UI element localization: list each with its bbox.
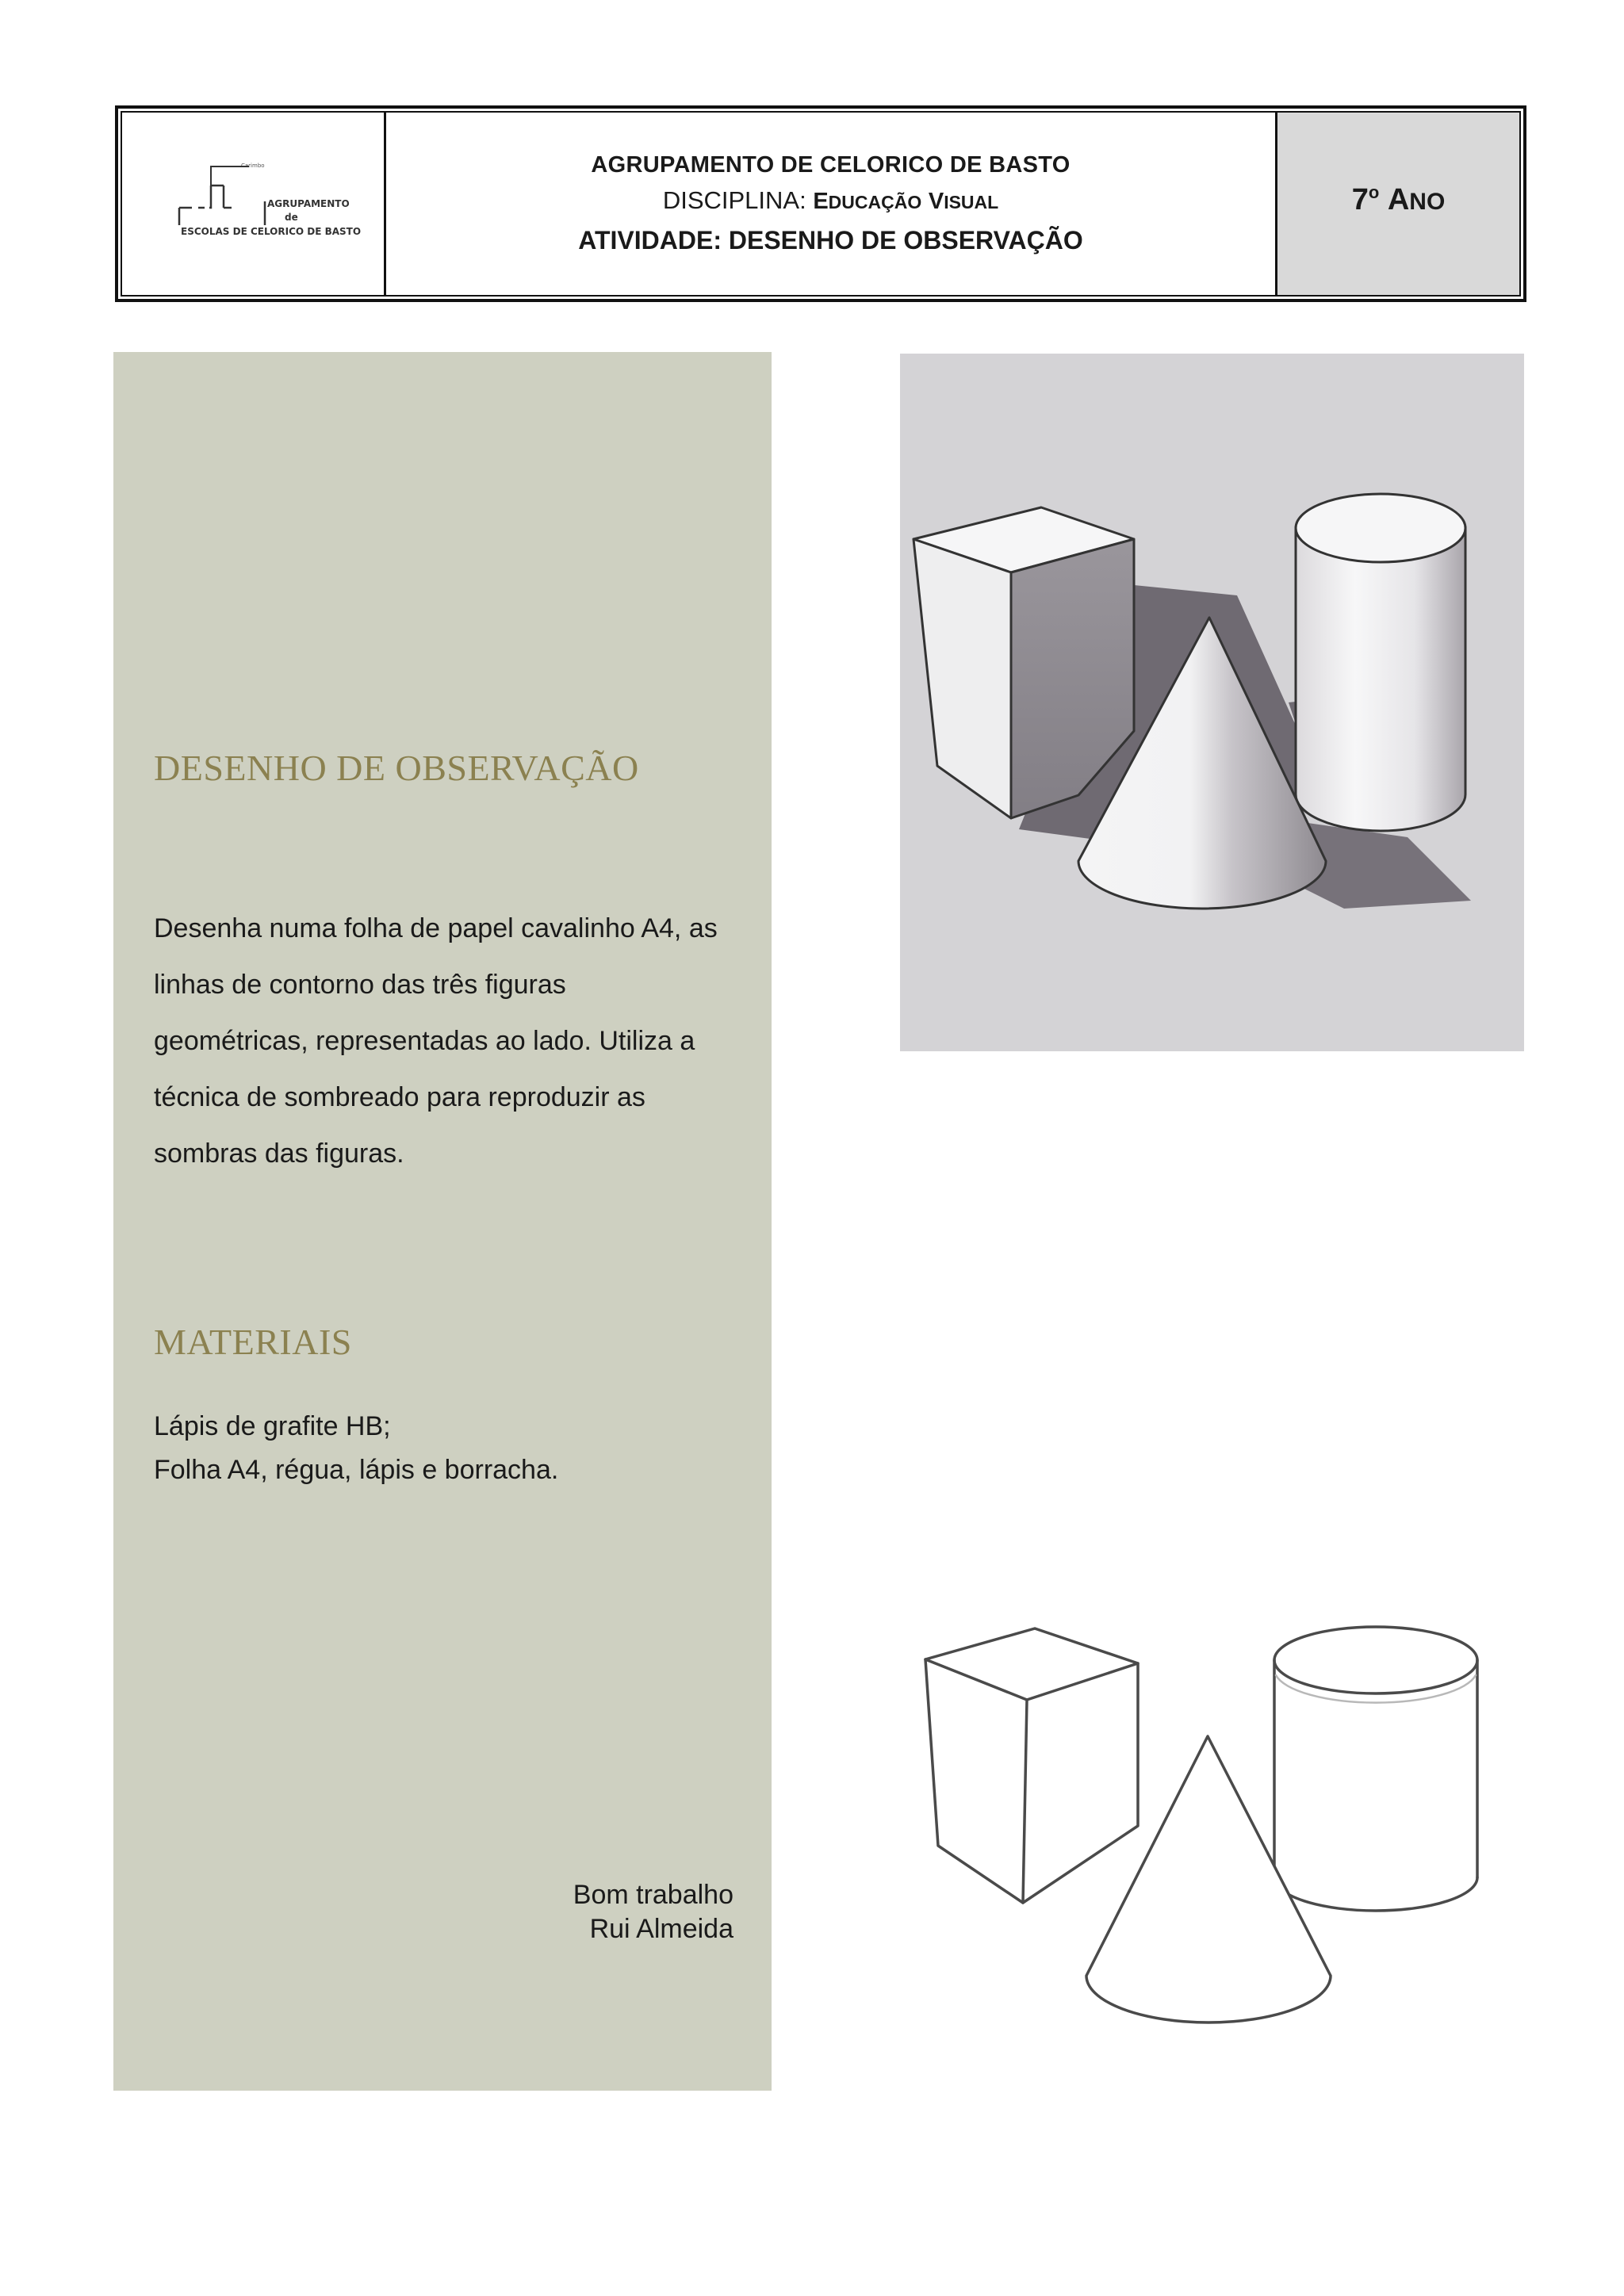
description-line: Desenha numa folha de papel cavalinho A4, as [154,913,718,943]
activity-description [154,901,756,1182]
materials-list [154,1405,756,1492]
closing-text: Bom trabalho [573,1880,733,1910]
discipline-rest-1: DUCAÇÃO [828,192,922,212]
description-line: geométricas, representadas ao lado. Utiliza a [154,1026,695,1056]
shaded-solids-image [900,354,1524,1051]
author-name: Rui Almeida [589,1914,733,1944]
logo-line-2: de [285,212,298,223]
materials-line: Lápis de grafite HB; [154,1411,391,1441]
discipline-initial-1: E [813,189,829,214]
title-cell [386,113,1277,295]
year-ordinal: o [1368,182,1380,202]
logo-line-3: ESCOLAS DE CELORICO DE BASTO [181,226,362,237]
school-logo-icon [178,159,273,230]
description-line: técnica de sombreado para reproduzir as [154,1082,645,1112]
section-title-materials: MATERIAIS [154,1322,352,1362]
description-line: linhas de contorno das três figuras [154,970,566,1000]
document-header [115,105,1526,302]
year-cell [1277,113,1519,295]
signature-block [573,1878,733,1946]
discipline-label: DISCIPLINA: [662,186,814,214]
logo-tiny-text: Carimbo [241,163,265,169]
discipline-initial-2: V [928,189,944,214]
year-initial: A [1387,183,1410,216]
materials-line: Folha A4, régua, lápis e borracha. [154,1455,559,1485]
section-title-drawing: DESENHO DE OBSERVAÇÃO [154,748,639,788]
school-name: AGRUPAMENTO DE CELORICO DE BASTO [591,152,1071,178]
discipline-line [663,186,998,215]
school-year [1277,182,1519,217]
logo-cell [122,113,386,295]
header-table [121,111,1521,297]
logo-line-1: AGRUPAMENTO [267,198,350,209]
outline-solids-image [900,1544,1524,2084]
year-number: 7 [1351,183,1369,216]
activity-title: ATIVIDADE: DESENHO DE OBSERVAÇÃO [578,226,1083,254]
instructions-panel [113,352,772,2091]
description-line: sombras das figuras. [154,1138,404,1169]
discipline-rest-2: ISUAL [944,192,999,212]
year-rest: NO [1409,189,1446,215]
